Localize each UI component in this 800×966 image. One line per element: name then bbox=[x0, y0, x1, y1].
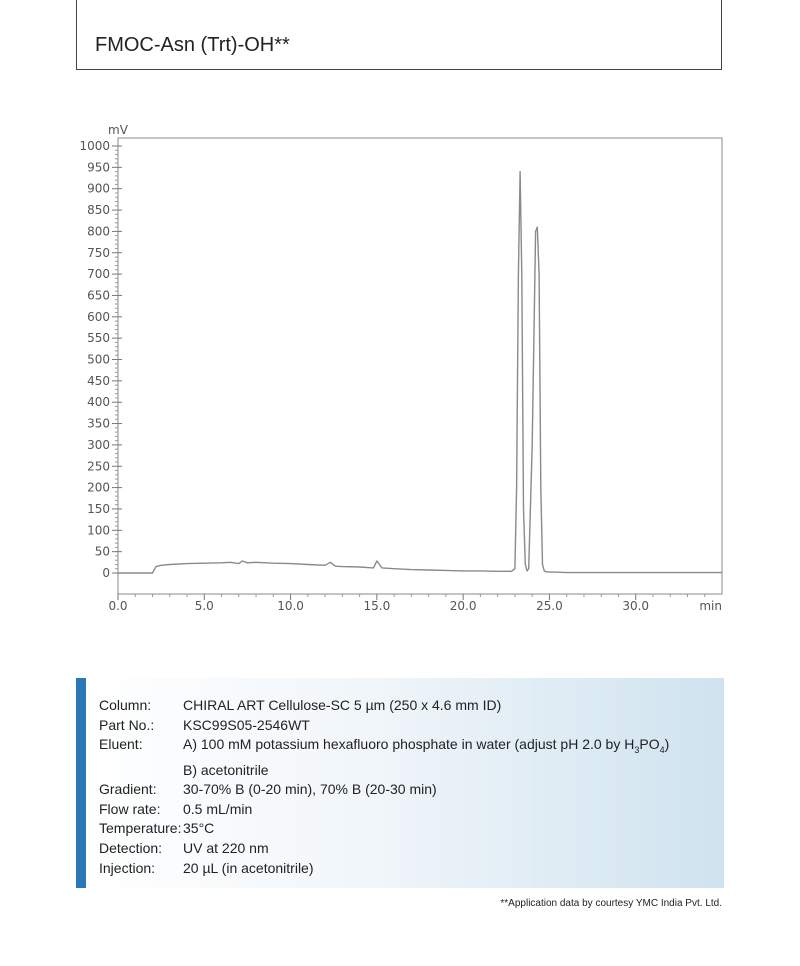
eluent-a-end: ) bbox=[664, 736, 670, 753]
condition-label bbox=[99, 761, 183, 781]
x-tick-label: 10.0 bbox=[277, 599, 304, 613]
eluent-a-mid: PO bbox=[639, 736, 660, 753]
condition-value: CHIRAL ART Cellulose-SC 5 µm (250 x 4.6 mm ID) bbox=[183, 697, 502, 713]
x-tick-label: 15.0 bbox=[363, 599, 391, 613]
condition-label: Temperature: bbox=[99, 820, 182, 837]
y-tick-label: 650 bbox=[87, 288, 110, 303]
condition-label: Gradient: bbox=[99, 781, 157, 798]
y-tick-label: 950 bbox=[87, 160, 110, 175]
y-tick-label: 900 bbox=[87, 181, 110, 196]
y-tick-label: 550 bbox=[87, 331, 110, 346]
condition-row bbox=[99, 839, 669, 859]
x-tick-label: 20.0 bbox=[449, 599, 477, 613]
condition-value: 0.5 mL/min bbox=[183, 800, 253, 817]
footnote: **Application data by courtesy YMC India Pvt. Ltd. bbox=[500, 898, 722, 909]
condition-value: 35°C bbox=[183, 820, 215, 837]
eluent-a-sub1: 3 bbox=[634, 744, 640, 755]
plot-frame bbox=[118, 138, 722, 594]
y-tick-label: 400 bbox=[87, 395, 110, 410]
condition-row bbox=[99, 780, 669, 800]
accent-bar bbox=[76, 678, 86, 888]
y-tick-label: 350 bbox=[87, 416, 110, 431]
y-axis-label: mV bbox=[108, 123, 128, 137]
x-axis-label: min bbox=[699, 599, 722, 613]
y-tick-label: 700 bbox=[87, 267, 110, 282]
condition-row bbox=[99, 735, 669, 760]
condition-value bbox=[183, 735, 669, 760]
page-title: FMOC-Asn (Trt)-OH** bbox=[95, 34, 290, 56]
condition-label: Detection: bbox=[99, 839, 163, 856]
y-tick-label: 600 bbox=[87, 309, 110, 324]
x-tick-label: 0.0 bbox=[108, 599, 128, 613]
y-tick-label: 150 bbox=[87, 501, 110, 516]
y-tick-label: 300 bbox=[87, 437, 110, 452]
condition-value: B) acetonitrile bbox=[183, 761, 269, 778]
chromatogram-trace bbox=[118, 172, 722, 573]
conditions-table bbox=[99, 696, 669, 878]
y-tick-label: 750 bbox=[87, 245, 110, 260]
y-tick-label: 200 bbox=[87, 480, 110, 495]
y-tick-label: 250 bbox=[87, 459, 110, 474]
x-tick-label: 5.0 bbox=[194, 599, 214, 613]
condition-value: UV at 220 nm bbox=[183, 839, 269, 856]
condition-label: Eluent: bbox=[99, 736, 143, 753]
eluent-a-sub2: 4 bbox=[659, 744, 665, 755]
conditions-panel bbox=[76, 678, 724, 888]
y-tick-label: 500 bbox=[87, 352, 110, 367]
condition-row bbox=[99, 761, 669, 781]
y-tick-label: 800 bbox=[87, 224, 110, 239]
eluent-a-text: A) 100 mM potassium hexafluoro phosphate in water (adjust pH 2.0 by H bbox=[183, 736, 635, 753]
x-tick-label: 25.0 bbox=[536, 599, 563, 613]
condition-row bbox=[99, 716, 669, 736]
condition-value: KSC99S05-2546WT bbox=[183, 716, 310, 733]
y-tick-label: 50 bbox=[94, 544, 110, 559]
condition-value: 20 µL (in acetonitrile) bbox=[183, 859, 314, 876]
y-tick-label: 1000 bbox=[79, 139, 110, 153]
condition-value: 30-70% B (0-20 min), 70% B (20-30 min) bbox=[183, 781, 437, 798]
condition-row bbox=[99, 696, 669, 716]
y-tick-label: 450 bbox=[87, 373, 110, 388]
condition-row bbox=[99, 819, 669, 839]
condition-label: Flow rate: bbox=[99, 800, 161, 817]
condition-row bbox=[99, 800, 669, 820]
y-tick-label: 100 bbox=[87, 523, 110, 538]
condition-label: Part No.: bbox=[99, 716, 155, 733]
condition-label: Injection: bbox=[99, 859, 156, 876]
x-tick-label: 30.0 bbox=[622, 599, 650, 613]
condition-label: Column: bbox=[99, 697, 152, 713]
y-tick-label: 850 bbox=[87, 203, 110, 218]
y-tick-label: 0 bbox=[102, 566, 110, 580]
condition-row bbox=[99, 859, 669, 879]
